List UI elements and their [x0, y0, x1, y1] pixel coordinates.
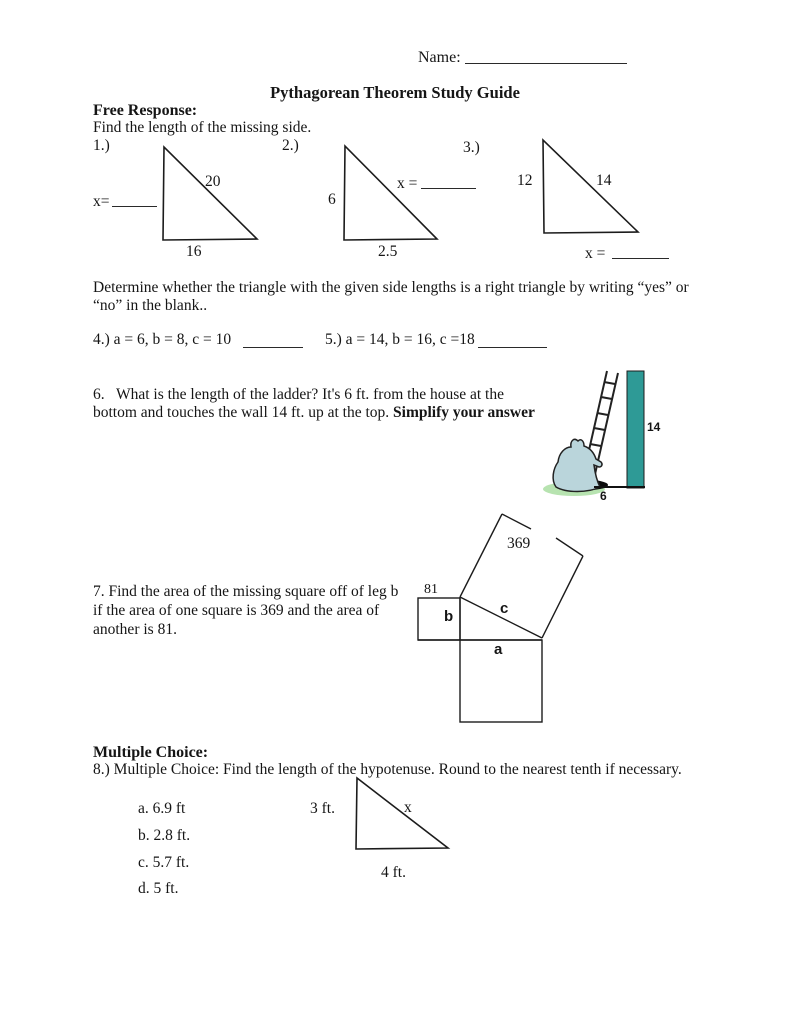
instructions: Find the length of the missing side. [93, 119, 312, 136]
leg-b-label: b [444, 608, 454, 625]
ladder-rung [604, 382, 615, 384]
tilted-square-left-side [460, 514, 502, 597]
ladder-rung [601, 397, 612, 399]
choice-b: b. 2.8 ft. [138, 827, 191, 844]
p2-number: 2.) [282, 137, 299, 154]
triangle-8-shape [356, 778, 448, 849]
triangle-2-outline [344, 146, 437, 240]
wall-rect [627, 371, 644, 488]
p6-line1: 6. What is the length of the ladder? It's 6 ft. from the house at the [93, 386, 504, 403]
p3-answer-label: x = [585, 245, 606, 262]
p2-leg-label: 6 [328, 191, 336, 208]
multiple-choice-header: Multiple Choice: [93, 744, 209, 761]
triangle-8-outline [356, 778, 448, 849]
ladder-illustration [543, 371, 645, 496]
hypotenuse-c-label: c [500, 600, 509, 617]
p6-line2 [93, 404, 535, 423]
square-81 [418, 598, 460, 640]
name-label: Name: [418, 49, 461, 66]
p7-line2: if the area of one square is 369 and the area of [93, 602, 380, 619]
area-369-label: 369 [507, 535, 531, 552]
p8-base-label: 4 ft. [381, 864, 406, 881]
p2-base-label: 2.5 [378, 243, 398, 260]
leg-a-label: a [494, 641, 503, 658]
triangle-3-outline [543, 140, 638, 233]
ground-distance-label: 6 [600, 489, 607, 503]
tilted-square-top-right-segment [556, 538, 583, 556]
triangle-3-shape [543, 140, 638, 233]
p2-answer-blank [421, 188, 476, 189]
p4-text: 4.) a = 6, b = 8, c = 10 [93, 331, 232, 348]
p1-hypotenuse-label: 20 [205, 173, 221, 190]
triangle-1-outline [163, 147, 257, 240]
p8-hypotenuse-label: x [404, 799, 412, 816]
p1-number: 1.) [93, 137, 110, 154]
choice-c: c. 5.7 ft. [138, 854, 190, 871]
p8-leg-label: 3 ft. [310, 800, 335, 817]
free-response-header: Free Response: [93, 102, 198, 119]
area-81-label: 81 [424, 582, 438, 597]
p3-number: 3.) [463, 139, 480, 156]
wall-height-label: 14 [647, 420, 661, 434]
p1-answer-blank [112, 206, 157, 207]
ladder-rung [590, 444, 601, 446]
p2-answer-label: x = [397, 175, 418, 192]
p5-text: 5.) a = 14, b = 16, c =18 [325, 331, 475, 348]
p6-line2-text: bottom and touches the wall 14 ft. up at the top. [93, 404, 394, 421]
p8-text: 8.) Multiple Choice: Find the length of the hypotenuse. Round to the nearest tenth if necessary. [93, 761, 682, 778]
yesno-instructions-line2: “no” in the blank.. [93, 297, 208, 314]
name-blank [465, 63, 627, 64]
tilted-square-right-side [542, 556, 583, 638]
yesno-instructions-line1: Determine whether the triangle with the given side lengths is a right triangle by writing “yes” or [93, 279, 689, 296]
p3-hypotenuse-label: 14 [596, 172, 612, 189]
triangle-2-shape [344, 146, 437, 240]
p3-leg-label: 12 [517, 172, 533, 189]
choice-d: d. 5 ft. [138, 880, 179, 897]
tilted-square-top-left-segment [502, 514, 531, 529]
p7-line3: another is 81. [93, 621, 177, 638]
p1-base-label: 16 [186, 243, 202, 260]
p7-line1: 7. Find the area of the missing square off of leg b [93, 583, 399, 600]
p5-answer-blank [478, 347, 547, 348]
p6-simplify-bold: Simplify your answer [393, 404, 535, 421]
person-figure [553, 439, 602, 491]
triangle-1-shape [163, 147, 257, 240]
ladder-rung [594, 428, 605, 430]
choice-a: a. 6.9 ft [138, 800, 186, 817]
p3-answer-blank [612, 258, 669, 259]
ladder-rung [597, 413, 608, 415]
p4-answer-blank [243, 347, 303, 348]
page-title: Pythagorean Theorem Study Guide [270, 83, 520, 102]
p1-answer-label: x= [93, 193, 110, 210]
squares-diagram [418, 514, 583, 722]
